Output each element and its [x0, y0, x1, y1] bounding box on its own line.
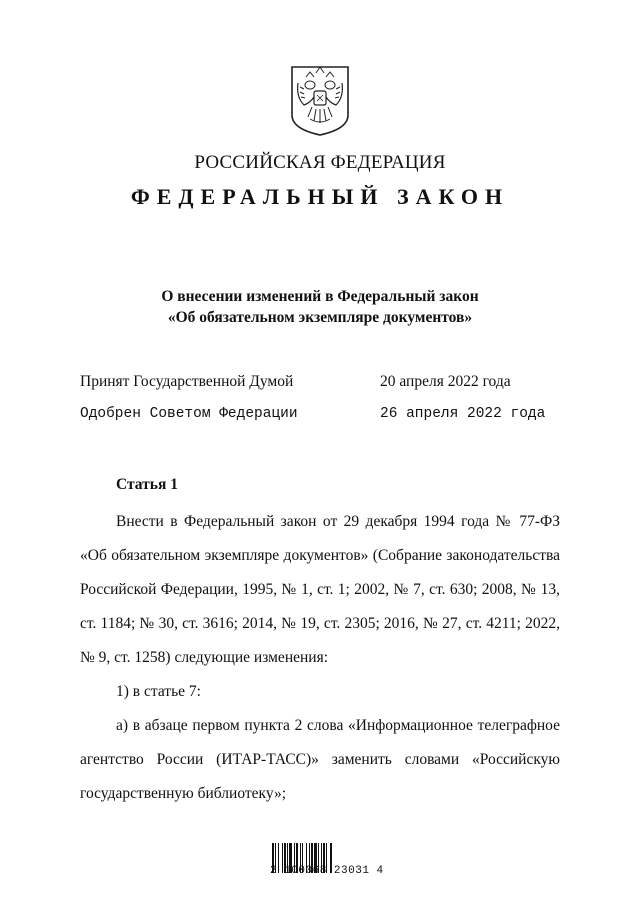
law-title-line-1: О внесении изменений в Федеральный закон [161, 288, 479, 305]
law-title-line-2: «Об обязательном экземпляре документов» [167, 309, 473, 326]
adoption-date: 26 апреля 2022 года [380, 406, 546, 422]
paragraph-line: Российской Федерации, 1995, № 1, ст. 1; 2002, № 7, ст. 630; 2008, № 13, [80, 581, 560, 598]
paragraph-line: № 9, ст. 1258) следующие изменения: [80, 649, 329, 666]
subitem-a [80, 709, 560, 811]
paragraph-line: а) в абзаце первом пункта 2 слова «Информационное телеграфное [116, 717, 560, 734]
coat-of-arms-icon [288, 63, 352, 137]
paragraph-line: ст. 1184; № 30, ст. 3616; 2014, № 19, ст. 2305; 2016, № 27, ст. 4211; 2022, [80, 615, 560, 632]
law-title [0, 286, 640, 328]
document-type: ФЕДЕРАЛЬНЫЙ ЗАКОН [130, 184, 510, 209]
paragraph-line: Внести в Федеральный закон от 29 декабря 1994 года № 77-ФЗ [116, 513, 560, 530]
barcode-number: 2 100068 23031 4 [270, 865, 384, 877]
adoption-label: Одобрен Советом Федерации [80, 406, 298, 422]
item-1: 1) в статье 7: [116, 683, 201, 700]
adoption-date: 20 апреля 2022 года [380, 373, 511, 390]
paragraph-line: государственную библиотеку»; [80, 785, 287, 802]
article-heading: Статья 1 [116, 476, 178, 493]
paragraph-line: агентство России (ИТАР-ТАСС)» заменить словами «Российскую [80, 751, 560, 768]
adoption-label: Принят Государственной Думой [80, 373, 294, 390]
country-name: РОССИЙСКАЯ ФЕДЕРАЦИЯ [194, 152, 446, 173]
article-paragraph-1 [80, 505, 560, 675]
paragraph-line: «Об обязательном экземпляре документов» (Собрание законодательства [80, 547, 560, 564]
barcode [266, 829, 396, 889]
